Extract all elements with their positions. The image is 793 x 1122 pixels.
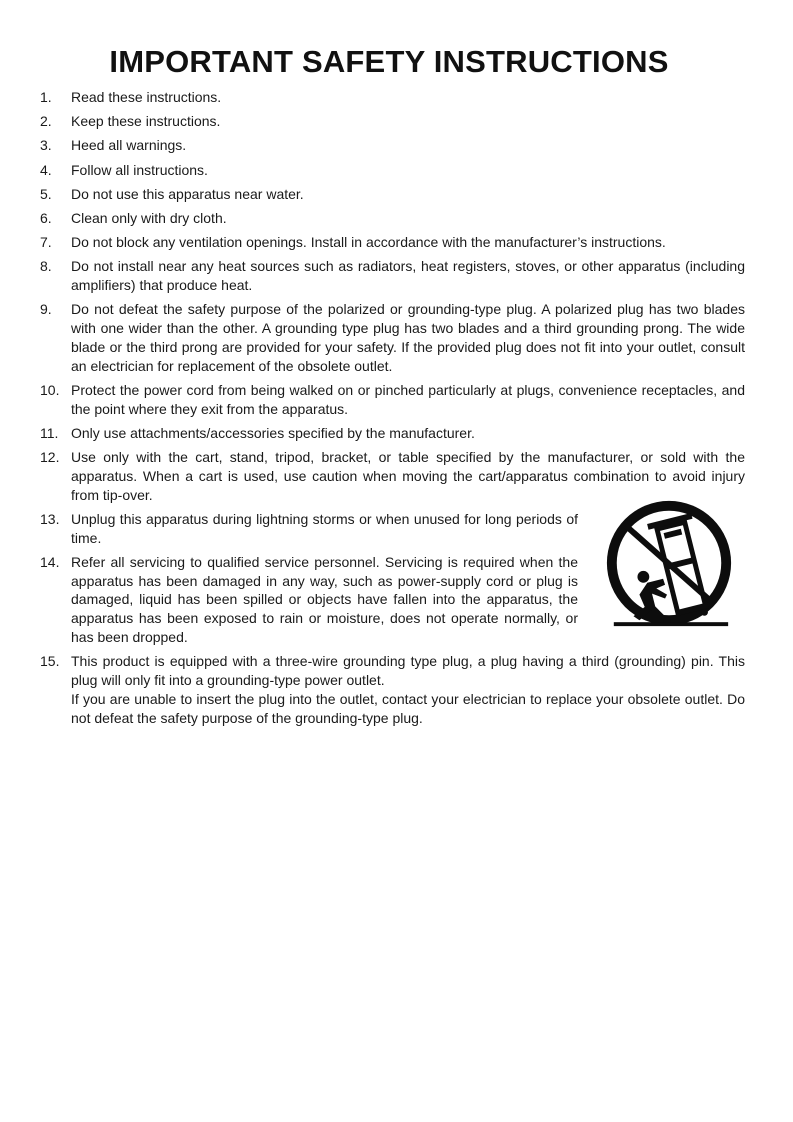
item-text: Follow all instructions. (71, 161, 208, 178)
item-text: Clean only with dry cloth. (71, 209, 227, 226)
item-text: Do not use this apparatus near water. (71, 185, 304, 202)
item-text: Do not block any ventilation openings. Install in accordance with the manufacturer’s instructions. (71, 234, 666, 251)
item-number: 14. (40, 553, 60, 570)
item-number: 4. (40, 161, 52, 178)
list-item (40, 233, 745, 252)
list-item (40, 652, 745, 727)
item-number: 2. (40, 113, 52, 130)
item-text: Only use attachments/accessories specified by the manufacturer. (71, 424, 475, 441)
list-item (40, 209, 745, 228)
item-number: 8. (40, 258, 52, 275)
item-number: 5. (40, 185, 52, 202)
list-item (40, 300, 745, 375)
item-number: 1. (40, 89, 52, 105)
list-item (40, 553, 578, 647)
page-title: IMPORTANT SAFETY INSTRUCTIONS (109, 44, 669, 79)
list-item (40, 257, 745, 295)
cart-tip-over-warning-icon (600, 496, 738, 634)
instruction-list (40, 88, 745, 733)
item-text: Use only with the cart, stand, tripod, bracket, or table specified by the manufacturer, or sold with the apparatus. When a cart is used, use caution when moving the cart/apparatus combination to avoid injury from tip-over. (71, 449, 745, 503)
item-number: 10. (40, 381, 60, 398)
item-number: 6. (40, 209, 52, 226)
list-item (40, 424, 745, 443)
list-item (40, 88, 745, 107)
item-number: 12. (40, 449, 60, 466)
item-number: 13. (40, 510, 60, 527)
item-text: Protect the power cord from being walked on or pinched particularly at plugs, convenience receptacles, and the point where they exit from the apparatus. (71, 381, 745, 417)
list-item (40, 112, 745, 131)
item-text: Refer all servicing to qualified service personnel. Servicing is required when the apparatus has been damaged in any way, such as power-supply cord or plug is damaged, liquid has been spilled or objects have fallen into the apparatus, the apparatus has been exposed to rain or moisture, does not operate normally, or has been dropped. (71, 553, 578, 645)
list-item (40, 185, 745, 204)
item-number: 11. (40, 424, 59, 441)
item-text: Read these instructions. (71, 89, 222, 105)
list-item (40, 381, 745, 419)
list-item (40, 161, 745, 180)
list-item (40, 136, 745, 155)
item-text: Heed all warnings. (71, 137, 187, 154)
item-text-continued: If you are unable to insert the plug into the outlet, contact your electrician to replace your obsolete outlet. Do not defeat the safety purpose of the grounding-type plug. (71, 690, 745, 726)
item-number: 9. (40, 301, 52, 318)
list-item (40, 510, 578, 548)
item-text: Do not defeat the safety purpose of the polarized or grounding-type plug. A polarized plug has two blades with one wider than the other. A grounding type plug has two blades and a third grounding prong. The wide blade or the third prong are provided for your safety. If the provided plug does not fit into your outlet, consult an electrician for replacement of the obsolete outlet. (71, 301, 745, 374)
item-number: 7. (40, 234, 52, 251)
item-number: 3. (40, 137, 52, 154)
item-text: Keep these instructions. (71, 113, 221, 130)
item-text: Do not install near any heat sources such as radiators, heat registers, stoves, or other apparatus (including amplifiers) that produce heat. (71, 258, 745, 294)
item-text: Unplug this apparatus during lightning storms or when unused for long periods of time. (71, 510, 578, 546)
item-number: 15. (40, 653, 60, 670)
item-text: This product is equipped with a three-wire grounding type plug, a plug having a third (grounding) pin. This plug will only fit into a grounding-type power outlet. (71, 653, 745, 688)
